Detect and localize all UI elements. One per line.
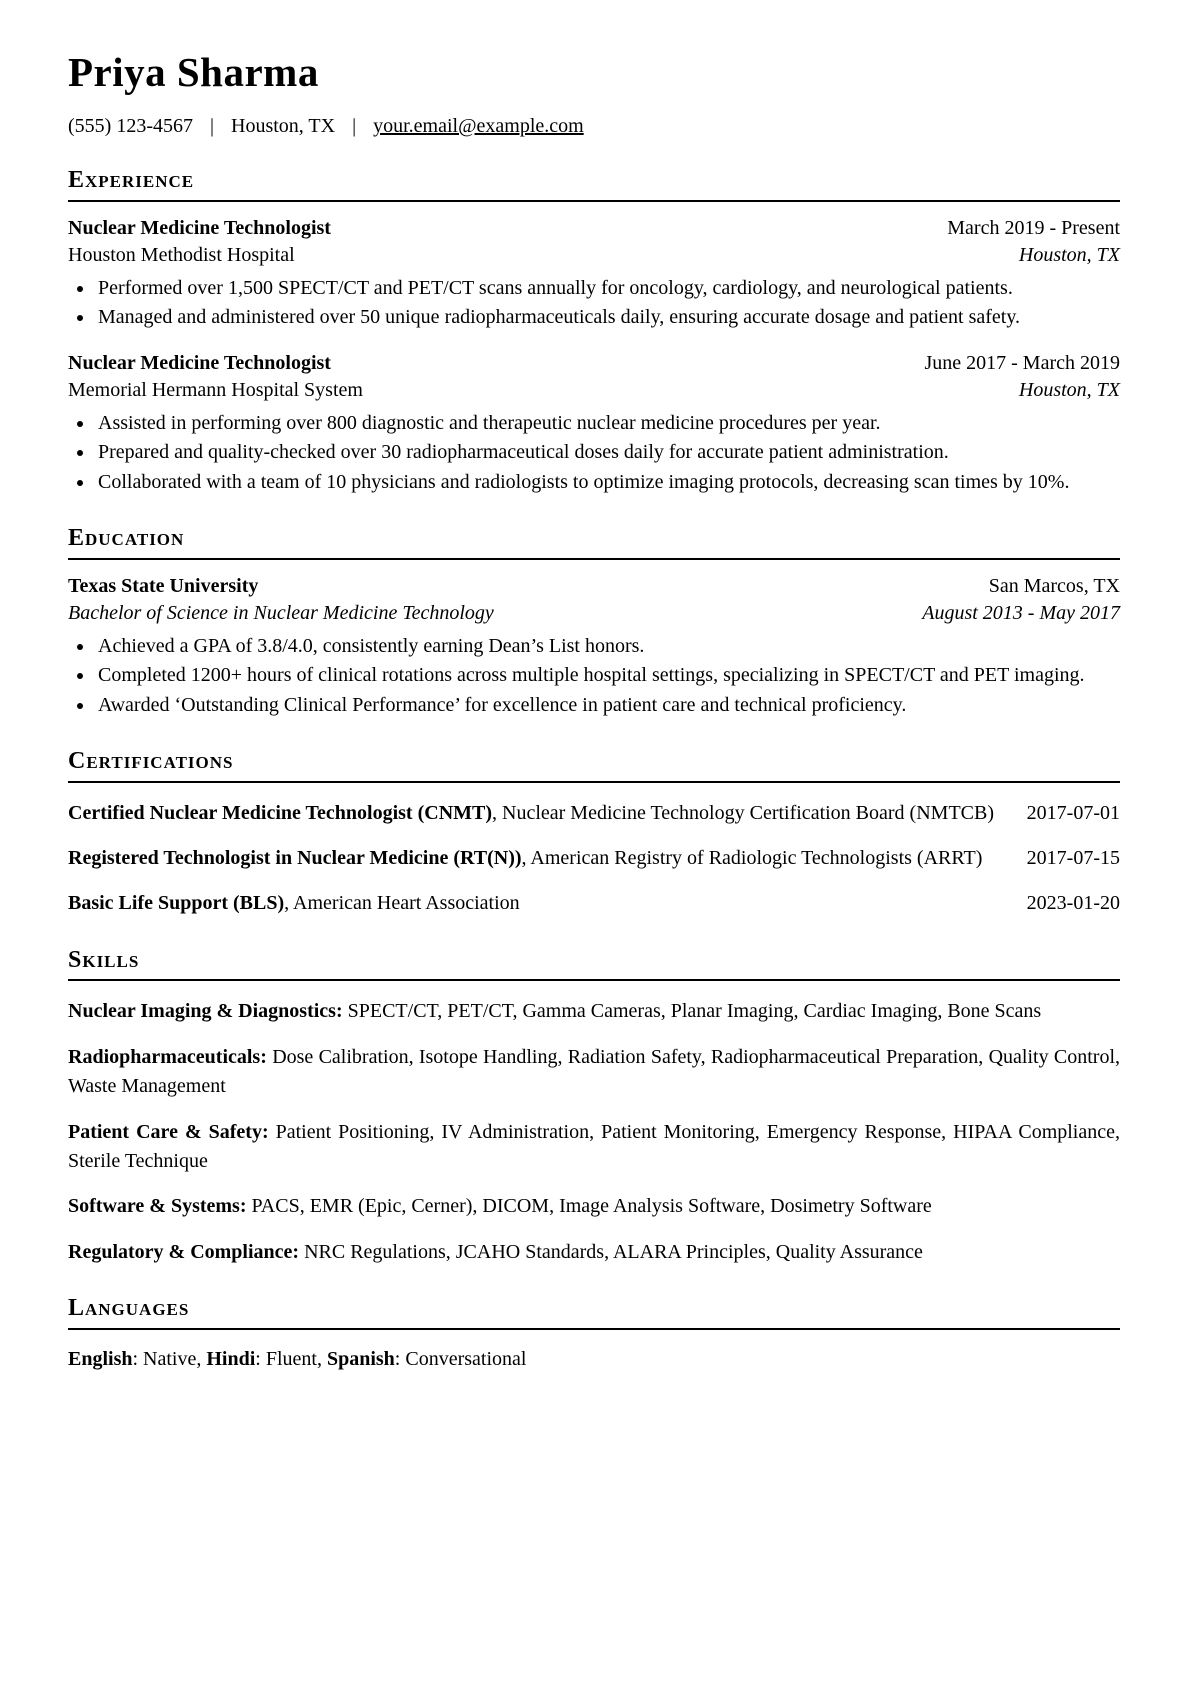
skill-category: Software & Systems: xyxy=(68,1195,247,1218)
skill-values: Patient Positioning, IV Administration, Patient Monitoring, Emergency Response, HIPAA Compliance, Sterile Technique xyxy=(68,1120,1120,1172)
skill-line xyxy=(68,997,1120,1026)
job-header-row xyxy=(68,215,1120,243)
job-location: Houston, TX xyxy=(1018,244,1120,267)
job-bullet-list xyxy=(68,409,1120,497)
certification-name: Certified Nuclear Medicine Technologist (CNMT) xyxy=(68,801,493,824)
job-bullet: • Performed over 1,500 SPECT/CT and PET/CT scans annually for oncology, cardiology, and neurological patients. xyxy=(95,274,1120,303)
education-bullet: • Completed 1200+ hours of clinical rotations across multiple hospital settings, specializing in SPECT/CT and PET imaging. xyxy=(95,661,1120,690)
certification-name: Basic Life Support (BLS) xyxy=(68,892,285,915)
section-title-certifications: Certifications xyxy=(68,748,1120,783)
resume-header xyxy=(68,50,1120,139)
education-bullet: • Achieved a GPA of 3.8/4.0, consistently earning Dean’s List honors. xyxy=(95,632,1120,661)
skill-line xyxy=(68,1118,1120,1177)
section-title-education: Education xyxy=(68,525,1120,560)
education-bullet: • Awarded ‘Outstanding Clinical Performance’ for excellence in patient care and technical proficiency. xyxy=(95,691,1120,720)
education-subheader-row xyxy=(68,600,1120,628)
contact-line xyxy=(68,113,1120,139)
education-bullet-list xyxy=(68,632,1120,720)
section-title-experience: Experience xyxy=(68,167,1120,202)
certification-date: 2023-01-20 xyxy=(1026,892,1120,915)
contact-separator: | xyxy=(352,115,357,138)
certification-issuer: , Nuclear Medicine Technology Certification Board (NMTCB) xyxy=(492,801,994,824)
job-entry xyxy=(68,350,1120,497)
certification-issuer: , American Heart Association xyxy=(284,892,520,915)
candidate-name: Priya Sharma xyxy=(68,49,319,95)
degree-name: Bachelor of Science in Nuclear Medicine Technology xyxy=(68,602,494,625)
education-header-row xyxy=(68,573,1120,601)
languages-line xyxy=(68,1345,1120,1374)
certification-issuer: , American Registry of Radiologic Technologists (ARRT) xyxy=(521,846,983,869)
section-title-skills: Skills xyxy=(68,947,1120,982)
school-name: Texas State University xyxy=(68,574,259,597)
certification-entry xyxy=(68,889,1120,918)
phone-number: (555) 123-4567 xyxy=(68,115,193,138)
job-bullet: • Prepared and quality-checked over 30 radiopharmaceutical doses daily for accurate patient administration. xyxy=(95,438,1120,467)
section-experience xyxy=(68,167,1120,497)
language-level: : Fluent, xyxy=(255,1347,322,1370)
job-bullet: • Assisted in performing over 800 diagnostic and therapeutic nuclear medicine procedures per year. xyxy=(95,409,1120,438)
job-dates: June 2017 - March 2019 xyxy=(924,351,1120,374)
skill-values: PACS, EMR (Epic, Cerner), DICOM, Image Analysis Software, Dosimetry Software xyxy=(251,1195,932,1218)
section-skills xyxy=(68,947,1120,1267)
location-text: Houston, TX xyxy=(231,115,336,138)
skill-category: Regulatory & Compliance: xyxy=(68,1240,300,1263)
language-name: Hindi xyxy=(206,1347,256,1370)
job-company: Memorial Hermann Hospital System xyxy=(68,379,363,402)
certification-date: 2017-07-01 xyxy=(1026,801,1120,824)
skill-category: Radiopharmaceuticals: xyxy=(68,1045,267,1068)
certification-entry xyxy=(68,799,1120,828)
skill-values: NRC Regulations, JCAHO Standards, ALARA Principles, Quality Assurance xyxy=(304,1240,923,1263)
certification-entry xyxy=(68,844,1120,873)
skill-values: SPECT/CT, PET/CT, Gamma Cameras, Planar Imaging, Cardiac Imaging, Bone Scans xyxy=(347,1000,1042,1023)
certification-name: Registered Technologist in Nuclear Medicine (RT(N)) xyxy=(68,846,522,869)
language-name: Spanish xyxy=(326,1347,395,1370)
education-entry xyxy=(68,573,1120,720)
language-level: : Native, xyxy=(132,1347,202,1370)
school-location: San Marcos, TX xyxy=(988,574,1120,597)
email-link[interactable]: your.email@example.com xyxy=(373,115,584,138)
job-company: Houston Methodist Hospital xyxy=(68,244,295,267)
section-languages xyxy=(68,1295,1120,1374)
skill-line xyxy=(68,1238,1120,1267)
job-entry xyxy=(68,215,1120,333)
education-dates: August 2013 - May 2017 xyxy=(922,602,1120,625)
job-title: Nuclear Medicine Technologist xyxy=(68,216,331,239)
section-certifications xyxy=(68,748,1120,919)
job-location: Houston, TX xyxy=(1018,379,1120,402)
job-subheader-row xyxy=(68,242,1120,270)
job-dates: March 2019 - Present xyxy=(947,216,1120,239)
language-name: English xyxy=(68,1347,133,1370)
certification-date: 2017-07-15 xyxy=(1026,846,1120,869)
section-education xyxy=(68,525,1120,720)
contact-separator: | xyxy=(209,115,214,138)
job-bullet: • Collaborated with a team of 10 physicians and radiologists to optimize imaging protocols, decreasing scan times by 10%. xyxy=(95,468,1120,497)
skill-line xyxy=(68,1043,1120,1102)
skill-line xyxy=(68,1192,1120,1221)
skill-category: Nuclear Imaging & Diagnostics: xyxy=(68,1000,343,1023)
skill-values: Dose Calibration, Isotope Handling, Radiation Safety, Radiopharmaceutical Preparation, Quality Control, Waste Management xyxy=(68,1045,1120,1098)
job-bullet-list xyxy=(68,274,1120,333)
job-title: Nuclear Medicine Technologist xyxy=(68,351,331,374)
job-bullet: • Managed and administered over 50 unique radiopharmaceuticals daily, ensuring accurate dosage and patient safety. xyxy=(95,303,1120,332)
language-level: : Conversational xyxy=(394,1347,527,1370)
job-header-row xyxy=(68,350,1120,378)
section-title-languages: Languages xyxy=(68,1295,1120,1330)
skill-category: Patient Care & Safety: xyxy=(68,1120,269,1143)
job-subheader-row xyxy=(68,377,1120,405)
